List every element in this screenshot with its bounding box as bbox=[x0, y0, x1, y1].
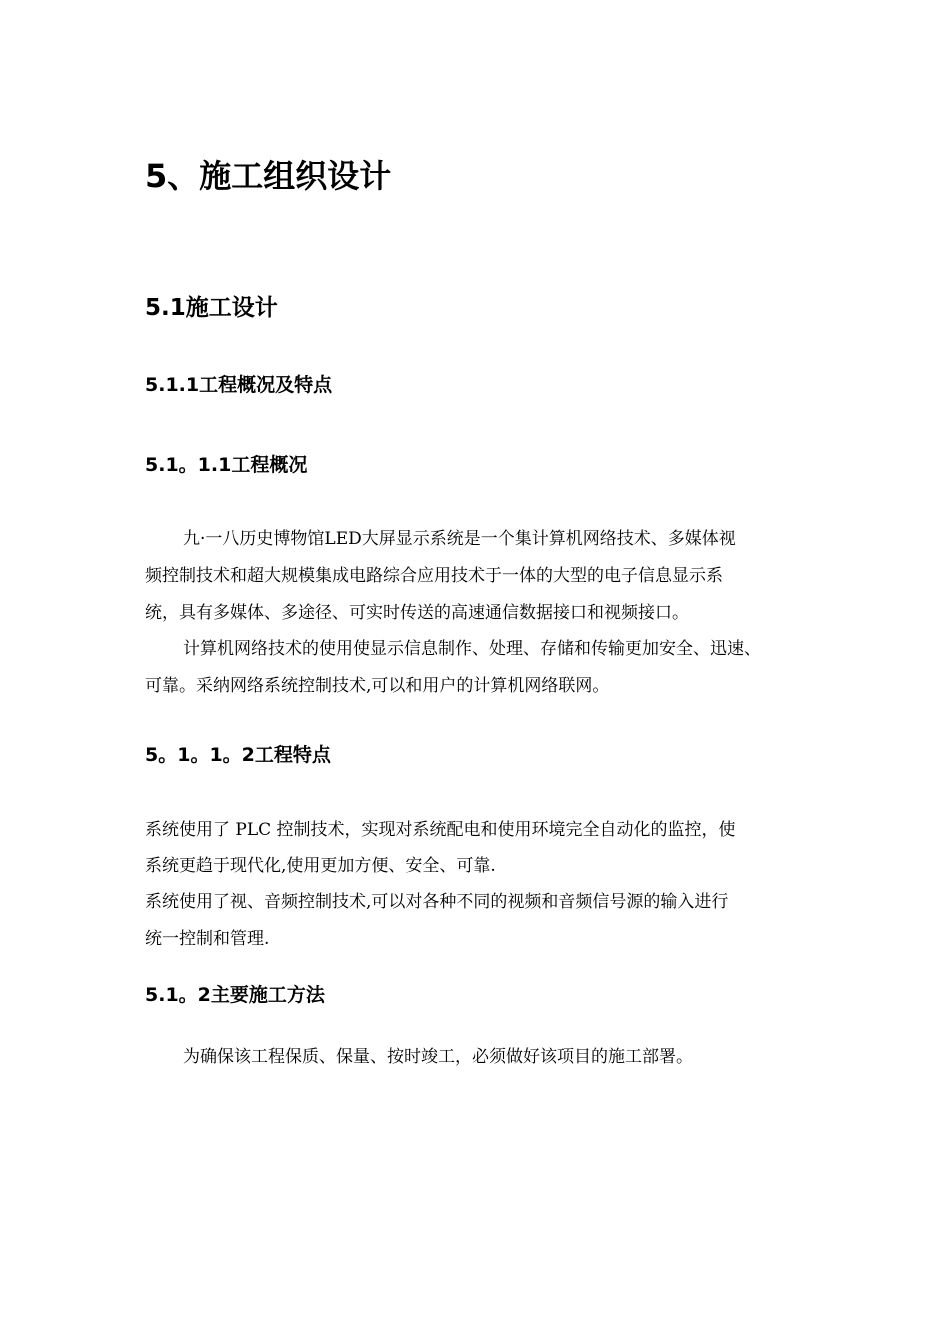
section-heading-5-1: 5.1施工设计 bbox=[145, 295, 278, 321]
paragraph-line: 计算机网络技术的使用使显示信息制作、处理、存储和传输更加安全、迅速、 bbox=[183, 639, 761, 659]
paragraph-line: 可靠。采纳网络系统控制技术,可以和用户的计算机网络联网。 bbox=[145, 676, 610, 696]
paragraph-line: 频控制技术和超大规模集成电路综合应用技术于一体的大型的电子信息显示系 bbox=[145, 566, 723, 586]
chapter-title: 5、施工组织设计 bbox=[145, 157, 392, 195]
paragraph-line: 为确保该工程保质、保量、按时竣工，必须做好该项目的施工部署。 bbox=[183, 1047, 693, 1067]
paragraph-line: 统一控制和管理. bbox=[145, 929, 270, 949]
section-heading-5-1-2: 5.1。2主要施工方法 bbox=[145, 984, 325, 1006]
section-heading-5-1-1-1: 5.1。1.1工程概况 bbox=[145, 454, 308, 476]
paragraph-line: 九·一八历史博物馆LED大屏显示系统是一个集计算机网络技术、多媒体视 bbox=[183, 529, 736, 549]
section-heading-5-1-1-2: 5。1。1。2工程特点 bbox=[145, 744, 331, 766]
paragraph-line: 系统使用了视、音频控制技术,可以对各种不同的视频和音频信号源的输入进行 bbox=[145, 892, 729, 912]
paragraph-line: 系统更趋于现代化,使用更加方便、安全、可靠. bbox=[145, 856, 496, 876]
section-heading-5-1-1: 5.1.1工程概况及特点 bbox=[145, 374, 333, 396]
paragraph-line: 系统使用了 PLC 控制技术，实现对系统配电和使用环境完全自动化的监控，使 bbox=[145, 820, 736, 840]
paragraph-line: 统，具有多媒体、多途径、可实时传送的高速通信数据接口和视频接口。 bbox=[145, 603, 689, 623]
